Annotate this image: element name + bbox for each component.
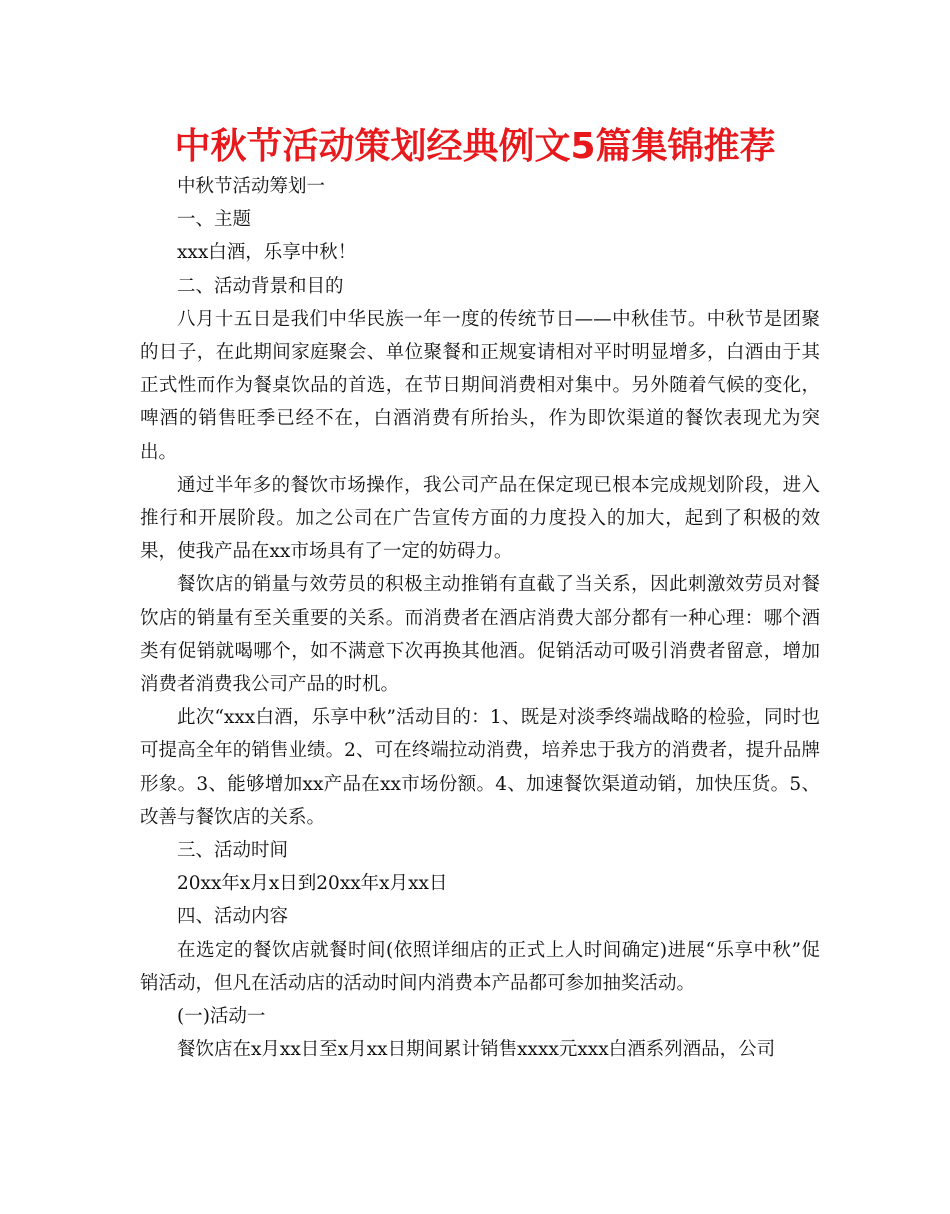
section-heading: 一、主题 [177, 209, 252, 231]
section-heading: 二、活动背景和目的 [177, 275, 344, 297]
paragraph: 八月十五日是我们中华民族一年一度的传统节日——中秋佳节。中秋节是团聚的日子，在此期间家庭聚会、单位聚餐和正规宴请相对平时明显增多，白酒由于其正式性而作为餐桌饮品的首选，在节日期间消费相对集中。另外随着气候的变化，啤酒的销售旺季已经不在，白酒消费有所抬头，作为即饮渠道的餐饮表现尤为突出。 [140, 308, 820, 463]
document-title: 中秋节活动策划经典例文5篇集锦推荐 [174, 126, 776, 167]
paragraph: 在选定的餐饮店就餐时间(依照详细店的正式上人时间确定)进展“乐享中秋”促销活动，但凡在活动店的活动时间内消费本产品都可参加抽奖活动。 [140, 939, 820, 994]
paragraph: 餐饮店的销量与效劳员的积极主动推销有直截了当关系，因此刺激效劳员对餐饮店的销量有至关重要的关系。而消费者在酒店消费大部分都有一种心理：哪个酒类有促销就喝哪个，如不满意下次再换其他酒。促销活动可吸引消费者留意，增加消费者消费我公司产品的时机。 [140, 574, 820, 696]
section-heading: 四、活动内容 [177, 906, 289, 928]
paragraph: 通过半年多的餐饮市场操作，我公司产品在保定现已根本完成规划阶段，进入推行和开展阶段。加之公司在广告宣传方面的力度投入的加大，起到了积极的效果，使我产品在xx市场具有了一定的妨碍力。 [140, 474, 820, 563]
paragraph: xxx白酒，乐享中秋！ [177, 242, 357, 264]
section-heading: (一)活动一 [177, 1006, 266, 1028]
paragraph: 餐饮店在x月xx日至x月xx日期间累计销售xxxx元xxx白酒系列酒品，公司 [177, 1039, 776, 1061]
paragraph: 此次“xxx白酒，乐享中秋”活动目的：1、既是对淡季终端战略的检验，同时也可提高全年的销售业绩。2、可在终端拉动消费，培养忠于我方的消费者，提升品牌形象。3、能够增加xx产品在xx市场份额。4、加速餐饮渠道动销，加快压货。5、改善与餐饮店的关系。 [140, 707, 820, 828]
paragraph: 20xx年x月x日到20xx年x月xx日 [177, 873, 448, 895]
section-heading: 中秋节活动筹划一 [177, 176, 326, 197]
document-body [140, 170, 820, 1066]
section-heading: 三、活动时间 [177, 840, 289, 862]
